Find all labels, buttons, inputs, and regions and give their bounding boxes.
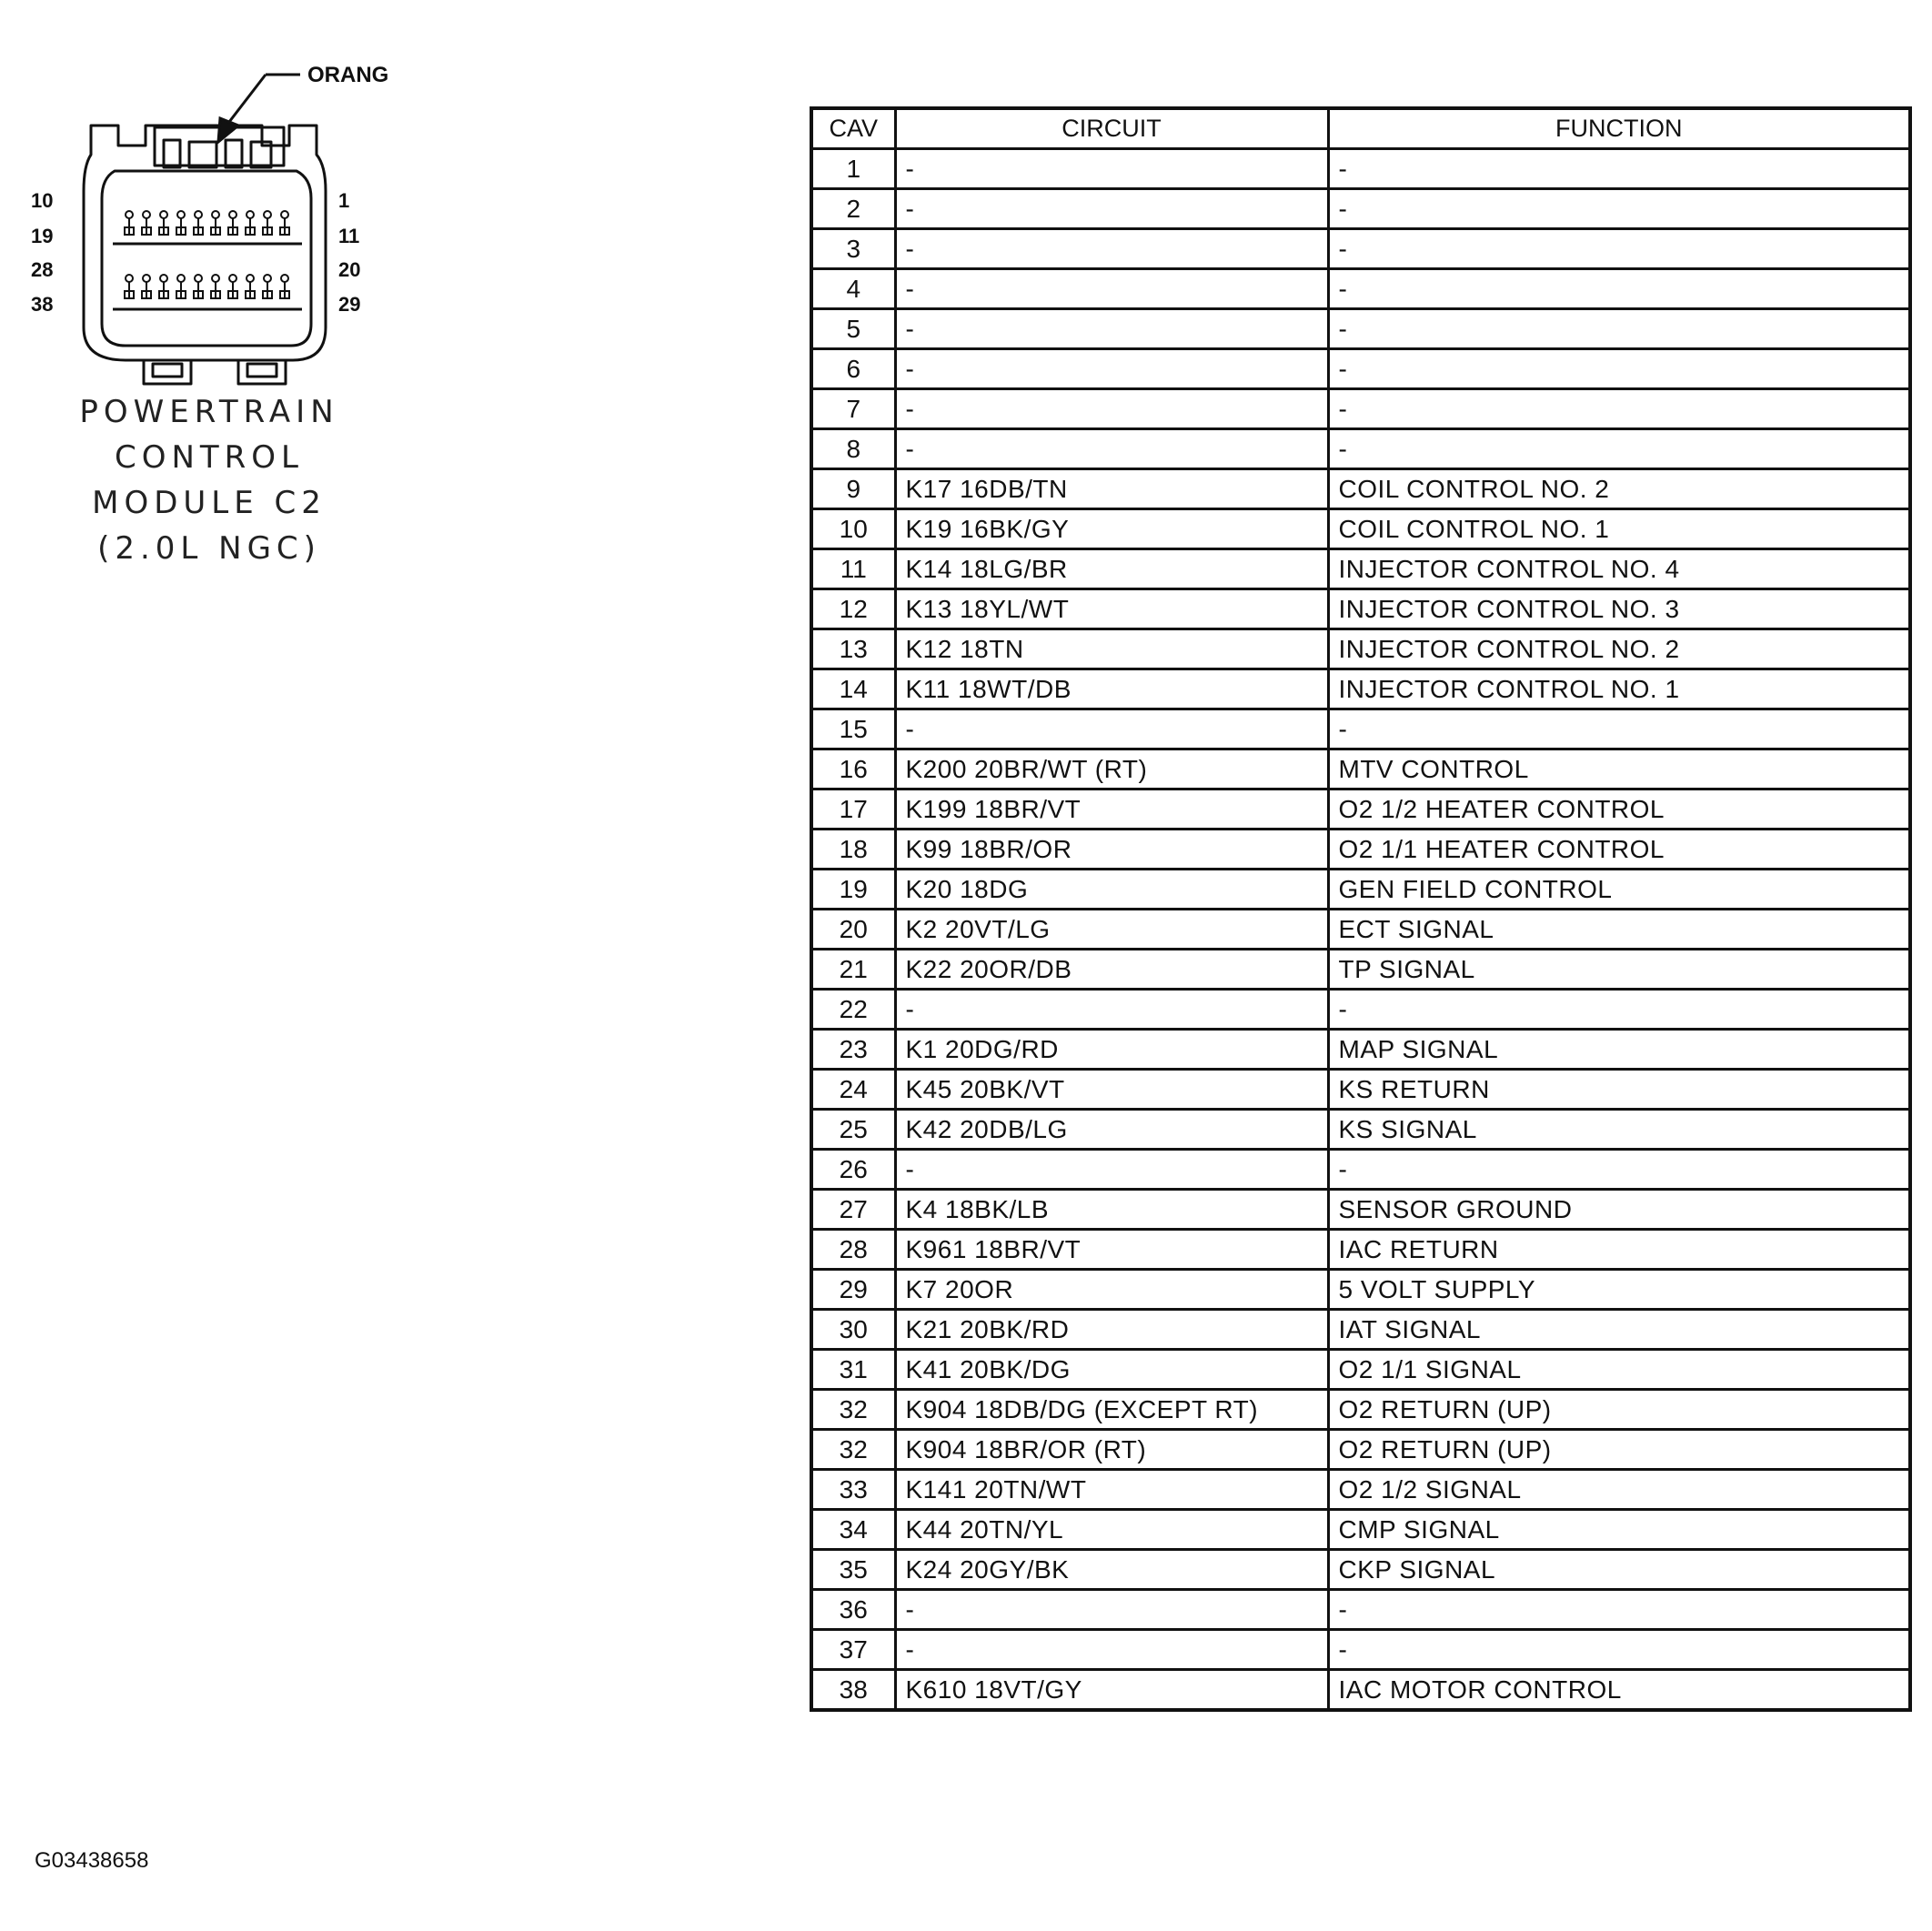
- cav-cell: 22: [811, 990, 895, 1030]
- function-cell: -: [1328, 990, 1910, 1030]
- function-cell: COIL CONTROL NO. 2: [1328, 469, 1910, 509]
- cav-cell: 6: [811, 349, 895, 389]
- cav-cell: 38: [811, 1670, 895, 1711]
- table-row: [811, 309, 1910, 349]
- circuit-cell: -: [895, 429, 1328, 469]
- function-cell: -: [1328, 1590, 1910, 1630]
- pin-terminal: [212, 211, 219, 218]
- table-row: [811, 1590, 1910, 1630]
- table-row: [811, 149, 1910, 189]
- circuit-cell: K11 18WT/DB: [895, 669, 1328, 709]
- function-cell: -: [1328, 269, 1910, 309]
- pin-label-left-row3: 28: [31, 258, 54, 281]
- pin-terminal: [229, 211, 236, 218]
- function-cell: -: [1328, 709, 1910, 749]
- cav-cell: 9: [811, 469, 895, 509]
- table-row: [811, 1390, 1910, 1430]
- table-row: [811, 709, 1910, 749]
- table-row: [811, 469, 1910, 509]
- circuit-cell: K14 18LG/BR: [895, 549, 1328, 589]
- table-row: [811, 1270, 1910, 1310]
- cav-cell: 26: [811, 1150, 895, 1190]
- pin-terminal: [160, 275, 167, 282]
- table-row: [811, 789, 1910, 830]
- circuit-cell: K141 20TN/WT: [895, 1470, 1328, 1510]
- circuit-cell: -: [895, 269, 1328, 309]
- pinout-table-body: [811, 149, 1910, 1711]
- cav-cell: 37: [811, 1630, 895, 1670]
- connector-title-line1: POWERTRAIN: [79, 394, 339, 430]
- cav-cell: 23: [811, 1030, 895, 1070]
- table-row: [811, 269, 1910, 309]
- table-row: [811, 1470, 1910, 1510]
- circuit-cell: K200 20BR/WT (RT): [895, 749, 1328, 789]
- circuit-cell: K22 20OR/DB: [895, 950, 1328, 990]
- table-row: [811, 870, 1910, 910]
- circuit-cell: K20 18DG: [895, 870, 1328, 910]
- circuit-cell: -: [895, 709, 1328, 749]
- pin-terminal: [247, 211, 254, 218]
- function-cell: COIL CONTROL NO. 1: [1328, 509, 1910, 549]
- function-cell: INJECTOR CONTROL NO. 1: [1328, 669, 1910, 709]
- circuit-cell: -: [895, 1590, 1328, 1630]
- cav-cell: 30: [811, 1310, 895, 1350]
- table-row: [811, 990, 1910, 1030]
- circuit-cell: K1 20DG/RD: [895, 1030, 1328, 1070]
- pin-label-left-row4: 38: [31, 293, 54, 316]
- table-row: [811, 1630, 1910, 1670]
- cav-cell: 12: [811, 589, 895, 629]
- circuit-cell: K44 20TN/YL: [895, 1510, 1328, 1550]
- pin-label-left-row1: 10: [31, 189, 54, 212]
- cav-cell: 34: [811, 1510, 895, 1550]
- function-cell: O2 1/2 HEATER CONTROL: [1328, 789, 1910, 830]
- pin-terminal: [195, 211, 202, 218]
- table-row: [811, 349, 1910, 389]
- pin-terminals: [125, 211, 289, 298]
- pin-terminal: [195, 275, 202, 282]
- circuit-cell: -: [895, 389, 1328, 429]
- cav-cell: 16: [811, 749, 895, 789]
- function-cell: IAC MOTOR CONTROL: [1328, 1670, 1910, 1711]
- header-circuit: CIRCUIT: [895, 108, 1328, 149]
- pin-terminal: [160, 211, 167, 218]
- function-cell: TP SIGNAL: [1328, 950, 1910, 990]
- function-cell: -: [1328, 1150, 1910, 1190]
- circuit-cell: K199 18BR/VT: [895, 789, 1328, 830]
- function-cell: MTV CONTROL: [1328, 749, 1910, 789]
- table-row: [811, 1190, 1910, 1230]
- cav-cell: 35: [811, 1550, 895, 1590]
- function-cell: MAP SIGNAL: [1328, 1030, 1910, 1070]
- cav-cell: 1: [811, 149, 895, 189]
- cav-cell: 20: [811, 910, 895, 950]
- pin-terminal: [212, 275, 219, 282]
- function-cell: O2 1/1 HEATER CONTROL: [1328, 830, 1910, 870]
- connector-title-line4: (2.0L NGC): [97, 530, 321, 567]
- table-row: [811, 1150, 1910, 1190]
- cav-cell: 14: [811, 669, 895, 709]
- cav-cell: 32: [811, 1390, 895, 1430]
- table-row: [811, 830, 1910, 870]
- function-cell: -: [1328, 229, 1910, 269]
- table-row: [811, 189, 1910, 229]
- circuit-cell: K41 20BK/DG: [895, 1350, 1328, 1390]
- table-row: [811, 389, 1910, 429]
- circuit-cell: K19 16BK/GY: [895, 509, 1328, 549]
- function-cell: INJECTOR CONTROL NO. 3: [1328, 589, 1910, 629]
- function-cell: -: [1328, 189, 1910, 229]
- circuit-cell: -: [895, 990, 1328, 1030]
- table-row: [811, 1110, 1910, 1150]
- circuit-cell: K904 18BR/OR (RT): [895, 1430, 1328, 1470]
- circuit-cell: -: [895, 189, 1328, 229]
- cav-cell: 13: [811, 629, 895, 669]
- table-row: [811, 229, 1910, 269]
- circuit-cell: -: [895, 309, 1328, 349]
- connector-title-line2: CONTROL: [114, 439, 305, 476]
- function-cell: KS RETURN: [1328, 1070, 1910, 1110]
- cav-cell: 19: [811, 870, 895, 910]
- circuit-cell: -: [895, 1630, 1328, 1670]
- pin-label-right-row3: 20: [338, 258, 361, 281]
- table-row: [811, 1230, 1910, 1270]
- cav-cell: 15: [811, 709, 895, 749]
- table-row: [811, 429, 1910, 469]
- table-row: [811, 1550, 1910, 1590]
- cav-cell: 28: [811, 1230, 895, 1270]
- cav-cell: 11: [811, 549, 895, 589]
- connector-title-line3: MODULE C2: [92, 485, 327, 521]
- table-row: [811, 509, 1910, 549]
- function-cell: O2 1/1 SIGNAL: [1328, 1350, 1910, 1390]
- pin-terminal: [264, 275, 271, 282]
- circuit-cell: K12 18TN: [895, 629, 1328, 669]
- table-header-row: [811, 108, 1910, 149]
- table-row: [811, 749, 1910, 789]
- function-cell: CMP SIGNAL: [1328, 1510, 1910, 1550]
- cav-cell: 5: [811, 309, 895, 349]
- function-cell: GEN FIELD CONTROL: [1328, 870, 1910, 910]
- table-row: [811, 549, 1910, 589]
- function-cell: CKP SIGNAL: [1328, 1550, 1910, 1590]
- table-row: [811, 1310, 1910, 1350]
- pin-terminal: [264, 211, 271, 218]
- cav-cell: 17: [811, 789, 895, 830]
- figure-id: G03438658: [35, 1848, 149, 1873]
- cav-cell: 27: [811, 1190, 895, 1230]
- header-function: FUNCTION: [1328, 108, 1910, 149]
- function-cell: -: [1328, 349, 1910, 389]
- cav-cell: 25: [811, 1110, 895, 1150]
- function-cell: O2 RETURN (UP): [1328, 1390, 1910, 1430]
- table-row: [811, 1510, 1910, 1550]
- pin-terminal: [177, 211, 185, 218]
- circuit-cell: K2 20VT/LG: [895, 910, 1328, 950]
- cav-cell: 33: [811, 1470, 895, 1510]
- table-row: [811, 1030, 1910, 1070]
- cav-cell: 3: [811, 229, 895, 269]
- table-row: [811, 1350, 1910, 1390]
- pin-terminal: [229, 275, 236, 282]
- table-row: [811, 589, 1910, 629]
- function-cell: -: [1328, 149, 1910, 189]
- function-cell: INJECTOR CONTROL NO. 4: [1328, 549, 1910, 589]
- table-row: [811, 910, 1910, 950]
- cav-cell: 10: [811, 509, 895, 549]
- function-cell: 5 VOLT SUPPLY: [1328, 1270, 1910, 1310]
- cav-cell: 18: [811, 830, 895, 870]
- pin-terminal: [143, 211, 150, 218]
- circuit-cell: K17 16DB/TN: [895, 469, 1328, 509]
- circuit-cell: K961 18BR/VT: [895, 1230, 1328, 1270]
- cav-cell: 21: [811, 950, 895, 990]
- table-row: [811, 669, 1910, 709]
- pin-label-left-row2: 19: [31, 225, 54, 247]
- circuit-cell: K4 18BK/LB: [895, 1190, 1328, 1230]
- pin-terminal: [281, 211, 288, 218]
- connector-diagram: [27, 55, 409, 391]
- pin-label-right-row1: 1: [338, 189, 350, 212]
- pin-terminal: [281, 275, 288, 282]
- pin-terminal: [247, 275, 254, 282]
- circuit-cell: K7 20OR: [895, 1270, 1328, 1310]
- circuit-cell: K21 20BK/RD: [895, 1310, 1328, 1350]
- function-cell: -: [1328, 1630, 1910, 1670]
- table-row: [811, 1670, 1910, 1711]
- function-cell: O2 1/2 SIGNAL: [1328, 1470, 1910, 1510]
- function-cell: IAC RETURN: [1328, 1230, 1910, 1270]
- cav-cell: 7: [811, 389, 895, 429]
- connector-title: [55, 389, 364, 571]
- pin-terminal: [126, 275, 133, 282]
- function-cell: -: [1328, 309, 1910, 349]
- circuit-cell: K13 18YL/WT: [895, 589, 1328, 629]
- circuit-cell: -: [895, 1150, 1328, 1190]
- function-cell: KS SIGNAL: [1328, 1110, 1910, 1150]
- cav-cell: 4: [811, 269, 895, 309]
- pin-label-right-row2: 11: [338, 225, 360, 247]
- circuit-cell: -: [895, 349, 1328, 389]
- circuit-cell: K610 18VT/GY: [895, 1670, 1328, 1711]
- cav-cell: 29: [811, 1270, 895, 1310]
- table-row: [811, 950, 1910, 990]
- circuit-cell: K904 18DB/DG (EXCEPT RT): [895, 1390, 1328, 1430]
- pin-terminal: [177, 275, 185, 282]
- circuit-cell: K45 20BK/VT: [895, 1070, 1328, 1110]
- cav-cell: 2: [811, 189, 895, 229]
- function-cell: ECT SIGNAL: [1328, 910, 1910, 950]
- table-row: [811, 1430, 1910, 1470]
- function-cell: O2 RETURN (UP): [1328, 1430, 1910, 1470]
- pin-terminal: [143, 275, 150, 282]
- connector-inner-shell: [102, 171, 311, 346]
- header-cav: CAV: [811, 108, 895, 149]
- table-row: [811, 629, 1910, 669]
- circuit-cell: -: [895, 149, 1328, 189]
- function-cell: -: [1328, 389, 1910, 429]
- circuit-cell: K42 20DB/LG: [895, 1110, 1328, 1150]
- function-cell: INJECTOR CONTROL NO. 2: [1328, 629, 1910, 669]
- table-row: [811, 1070, 1910, 1110]
- cav-cell: 36: [811, 1590, 895, 1630]
- pin-label-right-row4: 29: [338, 293, 361, 316]
- orang-callout-label: ORANG: [307, 63, 389, 87]
- cav-cell: 31: [811, 1350, 895, 1390]
- cav-cell: 24: [811, 1070, 895, 1110]
- circuit-cell: -: [895, 229, 1328, 269]
- function-cell: IAT SIGNAL: [1328, 1310, 1910, 1350]
- circuit-cell: K24 20GY/BK: [895, 1550, 1328, 1590]
- function-cell: -: [1328, 429, 1910, 469]
- pin-terminal: [126, 211, 133, 218]
- function-cell: SENSOR GROUND: [1328, 1190, 1910, 1230]
- cav-cell: 8: [811, 429, 895, 469]
- cav-cell: 32: [811, 1430, 895, 1470]
- circuit-cell: K99 18BR/OR: [895, 830, 1328, 870]
- pinout-table: [810, 106, 1912, 1712]
